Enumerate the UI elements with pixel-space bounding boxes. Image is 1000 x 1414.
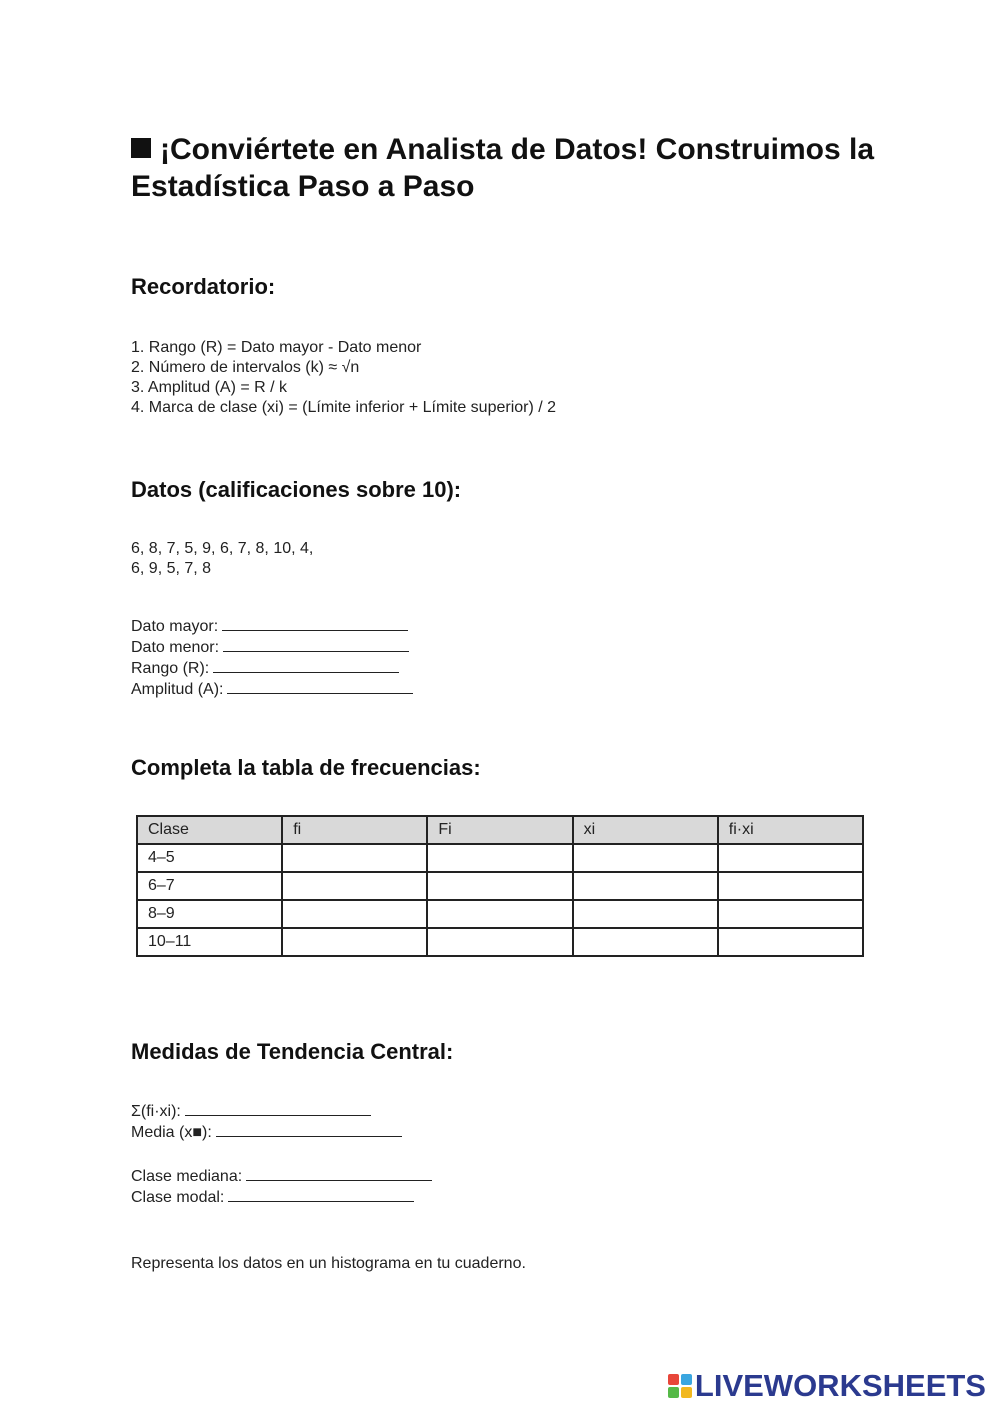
Fi-input-cell[interactable]	[427, 900, 572, 928]
field-label: Amplitud (A):	[131, 681, 224, 698]
square-bullet-icon	[131, 138, 151, 158]
xi-input-cell[interactable]	[573, 844, 718, 872]
logo-square	[668, 1387, 679, 1398]
liveworksheets-logo	[668, 1368, 986, 1404]
table-row	[137, 872, 863, 900]
column-header-Fi: Fi	[427, 816, 572, 844]
field-label: Dato menor:	[131, 639, 220, 656]
central-fields-a	[131, 1101, 402, 1143]
column-header-clase: Clase	[137, 816, 282, 844]
title-text: ¡Conviértete en Analista de Datos! Construimos la Estadística Paso a Paso	[131, 133, 875, 203]
field-clase-mediana	[131, 1166, 432, 1187]
xi-input-cell[interactable]	[573, 928, 718, 956]
reminder-item: 1. Rango (R) = Dato mayor - Dato menor	[131, 339, 422, 356]
field-dato-menor	[131, 637, 413, 658]
fi-input-cell[interactable]	[282, 900, 427, 928]
column-header-fixi: fi·xi	[718, 816, 863, 844]
Fi-input-cell[interactable]	[427, 928, 572, 956]
logo-mark-icon	[668, 1374, 692, 1398]
field-label: Σ(fi·xi):	[131, 1103, 181, 1120]
table-row	[137, 900, 863, 928]
field-amplitud	[131, 679, 413, 700]
xi-input-cell[interactable]	[573, 872, 718, 900]
table-header-row	[137, 816, 863, 844]
reminder-item: 3. Amplitud (A) = R / k	[131, 379, 288, 396]
column-header-fi: fi	[282, 816, 427, 844]
logo-square	[681, 1387, 692, 1398]
reminder-list	[131, 338, 556, 418]
class-cell: 4–5	[137, 844, 282, 872]
table-row	[137, 844, 863, 872]
reminder-heading: Recordatorio:	[131, 274, 276, 299]
Fi-input-cell[interactable]	[427, 872, 572, 900]
answer-blank[interactable]	[223, 637, 409, 652]
fi-input-cell[interactable]	[282, 872, 427, 900]
data-heading: Datos (calificaciones sobre 10):	[131, 477, 462, 502]
field-clase-modal	[131, 1187, 432, 1208]
field-rango	[131, 658, 413, 679]
logo-square	[681, 1374, 692, 1385]
Fi-input-cell[interactable]	[427, 844, 572, 872]
column-header-xi: xi	[573, 816, 718, 844]
fi-input-cell[interactable]	[282, 928, 427, 956]
reminder-item: 2. Número de intervalos (k) ≈ √n	[131, 359, 360, 376]
data-line: 6, 8, 7, 5, 9, 6, 7, 8, 10, 4,	[131, 540, 314, 557]
class-cell: 10–11	[137, 928, 282, 956]
fixi-input-cell[interactable]	[718, 872, 863, 900]
reminder-item: 4. Marca de clase (xi) = (Límite inferior + Límite superior) / 2	[131, 399, 557, 416]
field-label: Media (x■):	[131, 1124, 212, 1141]
field-label: Rango (R):	[131, 660, 210, 677]
answer-blank[interactable]	[228, 1187, 414, 1202]
frequency-table	[136, 815, 864, 957]
xi-input-cell[interactable]	[573, 900, 718, 928]
answer-blank[interactable]	[222, 616, 408, 631]
class-cell: 8–9	[137, 900, 282, 928]
histogram-instruction: Representa los datos en un histograma en tu cuaderno.	[131, 1255, 526, 1272]
data-line: 6, 9, 5, 7, 8	[131, 560, 212, 577]
central-fields-b	[131, 1166, 432, 1208]
fixi-input-cell[interactable]	[718, 900, 863, 928]
answer-blank[interactable]	[227, 679, 413, 694]
field-media	[131, 1122, 402, 1143]
class-cell: 6–7	[137, 872, 282, 900]
field-sum-fixi	[131, 1101, 402, 1122]
field-label: Clase modal:	[131, 1189, 225, 1206]
logo-text: LIVEWORKSHEETS	[694, 1368, 986, 1403]
answer-blank[interactable]	[216, 1122, 402, 1137]
field-label: Dato mayor:	[131, 618, 219, 635]
table-row	[137, 928, 863, 956]
table-heading: Completa la tabla de frecuencias:	[131, 755, 481, 780]
data-values	[131, 539, 313, 579]
page-title	[131, 131, 891, 205]
field-dato-mayor	[131, 616, 413, 637]
fixi-input-cell[interactable]	[718, 928, 863, 956]
answer-blank[interactable]	[246, 1166, 432, 1181]
data-fields	[131, 616, 413, 700]
fixi-input-cell[interactable]	[718, 844, 863, 872]
field-label: Clase mediana:	[131, 1168, 243, 1185]
answer-blank[interactable]	[185, 1101, 371, 1116]
central-heading: Medidas de Tendencia Central:	[131, 1039, 454, 1064]
logo-square	[668, 1374, 679, 1385]
fi-input-cell[interactable]	[282, 844, 427, 872]
answer-blank[interactable]	[213, 658, 399, 673]
